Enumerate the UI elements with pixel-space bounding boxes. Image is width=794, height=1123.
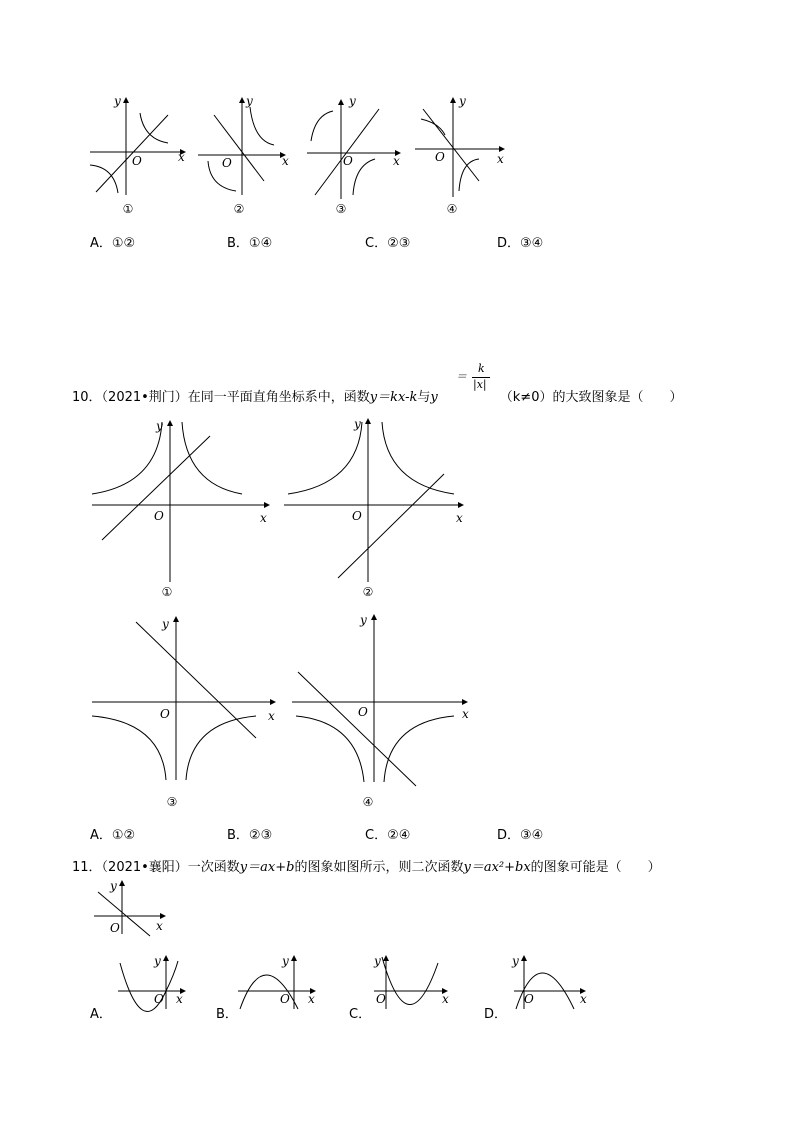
y-axis-label: y (374, 954, 381, 968)
q10-mid-text: 与 (417, 390, 431, 405)
q10-graph-label-2: ② (362, 585, 374, 599)
origin-label: O (343, 154, 353, 168)
q11-question-text (72, 856, 661, 875)
x-axis-label: x (282, 154, 289, 168)
x-axis-label: x (260, 511, 267, 525)
q9-option-a[interactable]: A．①② (90, 236, 136, 251)
y-axis-label: y (246, 94, 253, 108)
q9-graph-3 (305, 95, 405, 205)
y-axis-label: y (360, 613, 367, 627)
q10-fraction-denominator: |x| (473, 378, 487, 391)
q10-fraction-numerator: k (478, 362, 485, 375)
x-axis-label: x (456, 511, 463, 525)
origin-label: O (110, 921, 120, 935)
x-axis-label: x (580, 992, 587, 1006)
y-axis-label: y (354, 417, 361, 431)
q10-option-b[interactable]: B．②③ (227, 828, 273, 843)
y-axis-label: y (156, 419, 163, 433)
q10-graph-4 (290, 610, 480, 790)
origin-label: O (435, 150, 445, 164)
origin-label: O (160, 707, 170, 721)
y-axis-label: y (512, 954, 519, 968)
y-axis-label: y (110, 879, 117, 893)
q10-equals: ＝ (456, 370, 467, 383)
q9-option-c[interactable]: C．②③ (365, 236, 411, 251)
origin-label: O (524, 992, 534, 1006)
q9-graph-1 (88, 95, 188, 205)
q11-quadratic-function: y＝ax²+bx (463, 860, 531, 875)
q10-question-text (72, 386, 683, 405)
q11-option-b[interactable]: B． (216, 1007, 238, 1022)
q10-option-a[interactable]: A．①② (90, 828, 136, 843)
q11-linear-function: y＝ax+b (239, 860, 295, 875)
y-axis-label: y (349, 94, 356, 108)
x-axis-label: x (156, 919, 163, 933)
q10-condition: （k≠0） (499, 390, 553, 405)
x-axis-label: x (268, 709, 275, 723)
origin-label: O (154, 509, 164, 523)
q10-prefix: 10．（2021•荆门）在同一平面直角坐标系中，函数 (72, 390, 370, 405)
q11-graph-c (374, 953, 464, 1013)
q10-graph-1 (88, 418, 278, 588)
q9-graph-4 (413, 93, 513, 203)
q10-graph-label-3: ③ (166, 795, 178, 809)
origin-label: O (280, 992, 290, 1006)
q9-graph-label-4: ④ (446, 202, 458, 216)
x-axis-label: x (442, 992, 449, 1006)
q9-graph-label-1: ① (122, 202, 134, 216)
y-axis-label: y (459, 94, 466, 108)
q10-graph-2 (284, 418, 474, 588)
origin-label: O (358, 705, 368, 719)
q9-graph-2 (196, 95, 296, 205)
q9-option-b[interactable]: B．①④ (227, 236, 273, 251)
q11-graph-d (510, 953, 600, 1013)
y-axis-label: y (154, 954, 161, 968)
origin-label: O (222, 156, 232, 170)
q11-prefix: 11．（2021•襄阳）一次函数 (72, 860, 240, 875)
q11-graph-b (234, 953, 324, 1013)
q10-y: y (430, 390, 438, 405)
x-axis-label: x (308, 992, 315, 1006)
q10-graph-label-1: ① (161, 585, 173, 599)
q11-option-d[interactable]: D． (484, 1007, 508, 1022)
q11-suffix: 的图象可能是（ ） (530, 860, 661, 875)
y-axis-label: y (282, 954, 289, 968)
y-axis-label: y (114, 94, 121, 108)
q11-option-a[interactable]: A． (90, 1007, 112, 1022)
q10-graph-label-4: ④ (362, 795, 374, 809)
origin-label: O (154, 992, 164, 1006)
q10-option-d[interactable]: D．③④ (497, 828, 544, 843)
q10-graph-3 (90, 612, 280, 792)
q9-graph-label-3: ③ (335, 202, 347, 216)
q10-linear-function: y＝kx-k (369, 390, 418, 405)
x-axis-label: x (176, 992, 183, 1006)
origin-label: O (132, 154, 142, 168)
q11-mid-text: 的图象如图所示，则二次函数 (294, 860, 464, 875)
q11-option-c[interactable]: C． (349, 1007, 372, 1022)
x-axis-label: x (178, 150, 185, 164)
q11-graph-a (114, 953, 194, 1013)
x-axis-label: x (462, 707, 469, 721)
y-axis-label: y (162, 617, 169, 631)
q11-linear-graph (94, 878, 174, 938)
x-axis-label: x (393, 154, 400, 168)
q9-option-d[interactable]: D．③④ (497, 236, 544, 251)
q9-graph-label-2: ② (233, 202, 245, 216)
origin-label: O (352, 509, 362, 523)
x-axis-label: x (497, 152, 504, 166)
origin-label: O (376, 992, 386, 1006)
q10-suffix: 的大致图象是（ ） (552, 390, 683, 405)
q10-option-c[interactable]: C．②④ (365, 828, 411, 843)
